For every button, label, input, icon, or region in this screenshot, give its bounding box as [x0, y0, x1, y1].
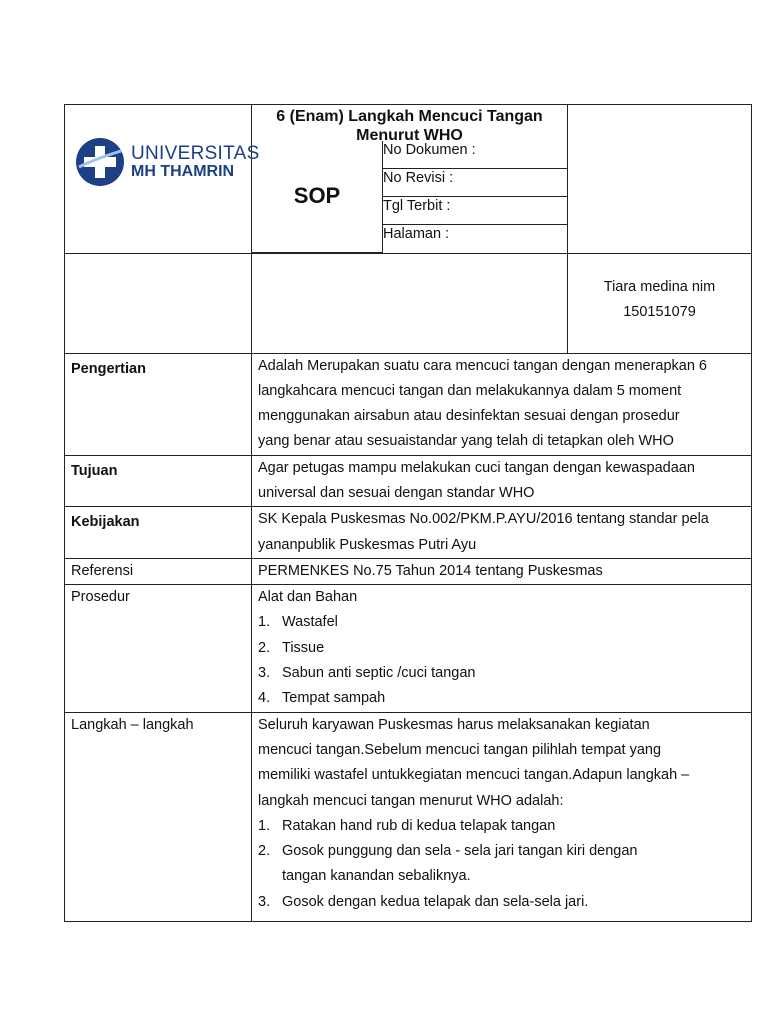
list-item: 2. Tissue — [258, 639, 325, 656]
row-label-prosedur: Prosedur — [65, 585, 252, 712]
field-no-dokumen: No Dokumen : — [383, 141, 568, 169]
logo-cell — [65, 105, 260, 254]
text-line: langkahcara mencuci tangan dan melakukannya dalam 5 moment — [258, 382, 682, 399]
text-line: yang benar atau sesuaistandar yang telah di tetapkan oleh WHO — [258, 433, 674, 450]
text-line: Agar petugas mampu melakukan cuci tangan dengan kewaspadaan — [258, 459, 695, 476]
list-item: 1. Ratakan hand rub di kedua telapak tangan — [258, 817, 556, 834]
blank-cell — [252, 253, 568, 353]
sop-document — [64, 104, 751, 922]
sop-label: SOP — [252, 141, 383, 252]
row-label-pengertian: Pengertian — [65, 353, 252, 455]
field-halaman: Halaman : — [383, 225, 568, 253]
sop-table — [64, 104, 752, 922]
document-info-table — [252, 141, 567, 253]
row-content-pengertian — [252, 353, 752, 455]
list-item: 3. Gosok dengan kedua telapak dan sela-sela jari. — [258, 893, 589, 910]
row-content-referensi — [252, 558, 752, 584]
cross-logo-icon — [75, 137, 125, 187]
text-line: PERMENKES No.75 Tahun 2014 tentang Puskesmas — [258, 562, 603, 579]
row-label-langkah: Langkah – langkah — [65, 712, 252, 921]
logo-line2: MH THAMRIN — [131, 163, 235, 180]
university-logo — [75, 137, 260, 187]
row-label-tujuan: Tujuan — [65, 455, 252, 507]
text-line: SK Kepala Puskesmas No.002/PKM.P.AYU/2016 tentang standar pela — [258, 511, 709, 528]
text-line: Adalah Merupakan suatu cara mencuci tangan dengan menerapkan 6 — [258, 357, 707, 374]
field-no-revisi: No Revisi : — [383, 169, 568, 197]
list-item: 2. Gosok punggung dan sela - sela jari tangan kiri dengan — [258, 843, 638, 860]
row-label-referensi: Referensi — [65, 558, 252, 584]
langkah-list — [258, 814, 745, 915]
author-name: Tiara medina nim — [603, 278, 716, 295]
text-line: yananpublik Puskesmas Putri Ayu — [258, 536, 477, 553]
text-line: Seluruh karyawan Puskesmas harus melaksanakan kegiatan — [258, 716, 650, 733]
logo-line1: UNIVERSITAS — [131, 143, 260, 164]
row-content-kebijakan — [252, 507, 752, 559]
header-blank-cell — [568, 105, 752, 254]
row-label-kebijakan: Kebijakan — [65, 507, 252, 559]
list-item-continuation: tangan kanandan sebaliknya. — [282, 868, 471, 885]
blank-cell — [65, 253, 252, 353]
row-content-prosedur — [252, 585, 752, 712]
list-item: 3. Sabun anti septic /cuci tangan — [258, 665, 476, 682]
row-content-tujuan — [252, 455, 752, 507]
text-line: memiliki wastafel untukkegiatan mencuci tangan.Adapun langkah – — [258, 767, 690, 784]
row-content-langkah — [252, 712, 752, 921]
list-item: 1. Wastafel — [258, 614, 338, 631]
author-cell — [568, 253, 752, 353]
text-line: mencuci tangan.Sebelum mencuci tangan pilihlah tempat yang — [258, 741, 662, 758]
text-line: universal dan sesuai dengan standar WHO — [258, 484, 535, 501]
prosedur-list — [258, 610, 745, 711]
title-cell — [252, 105, 568, 254]
text-line: menggunakan airsabun atau desinfektan sesuai dengan prosedur — [258, 408, 680, 425]
text-line: langkah mencuci tangan menurut WHO adalah: — [258, 792, 564, 809]
author-nim: 150151079 — [623, 303, 696, 320]
list-item: 4. Tempat sampah — [258, 690, 386, 707]
document-title: 6 (Enam) Langkah Mencuci Tangan Menurut WHO — [276, 108, 543, 144]
field-tgl-terbit: Tgl Terbit : — [383, 197, 568, 225]
prosedur-intro: Alat dan Bahan — [258, 589, 358, 606]
